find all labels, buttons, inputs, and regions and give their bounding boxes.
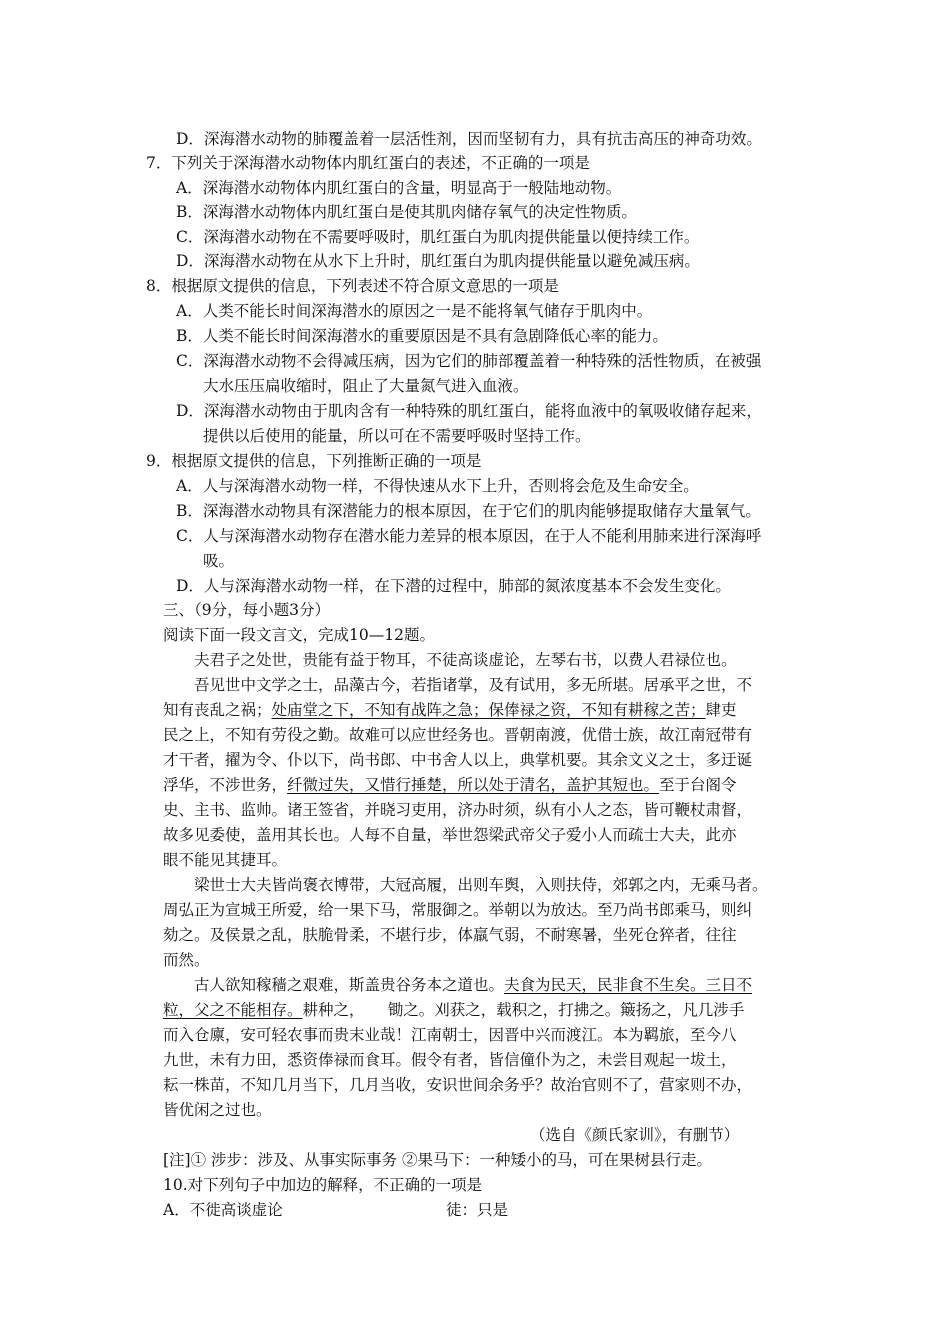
q8-option-d-line2: 提供以后使用的能量，所以可在不需要呼吸时坚持工作。 xyxy=(203,427,591,445)
passage-p2-line7: 故多见委使，盖用其长也。人每不自量，举世怨梁武帝父子爱小人而疏士大夫，此亦 xyxy=(163,826,737,844)
passage-p2-line5 xyxy=(163,773,737,797)
passage-p2-line2-text: 知有丧乱之祸； xyxy=(163,701,272,719)
q8-stem: 8．根据原文提供的信息，下列表述不符合原文意思的一项是 xyxy=(146,277,559,295)
passage-paragraph-1: 夫君子之处世，贵能有益于物耳，不徒高谈虚论，左琴右书，以费人君禄位也。 xyxy=(194,651,737,669)
passage-p4-line1 xyxy=(194,973,752,997)
underlined-sentence-3a: 夫食为民天，民非食不生矣。三日不 xyxy=(504,976,753,994)
passage-p4-line2-tail: 耕种之， 锄之。刈获之，载积之，打拂之。簸扬之，凡几涉手 xyxy=(302,1001,745,1019)
q10-option-a-gloss: 徒：只是 xyxy=(446,1201,509,1219)
section-instruction: 阅读下面一段文言文，完成10—12题。 xyxy=(163,626,435,644)
passage-p2-line6: 史、主书、监帅。诸王签省，并晓习吏用，济办时须，纵有小人之态，皆可鞭杖肃督， xyxy=(163,801,753,819)
passage-p2-line2 xyxy=(163,698,737,722)
underlined-sentence-2: 纤微过失，又惜行捶楚，所以处于清名，盖护其短也。 xyxy=(287,776,660,794)
q7-option-a: A．深海潜水动物体内肌红蛋白的含量，明显高于一般陆地动物。 xyxy=(176,179,622,197)
q8-option-d-line1: D．深海潜水动物由于肌肉含有一种特殊的肌红蛋白，能将血液中的氧吸收储存起来， xyxy=(176,402,762,420)
q9-option-c-line1: C．人与深海潜水动物存在潜水能力差异的根本原因，在于人不能利用肺来进行深海呼 xyxy=(176,527,762,545)
footnote: [注]① 涉步：涉及、从事实际事务 ②果马下：一种矮小的马，可在果树县行走。 xyxy=(163,1151,712,1169)
q9-option-a: A．人与深海潜水动物一样，不得快速从水下上升，否则将会危及生命安全。 xyxy=(176,477,699,495)
q6-option-d: D．深海潜水动物的肺覆盖着一层活性剂，因而坚韧有力，具有抗击高压的神奇功效。 xyxy=(176,130,762,148)
underlined-sentence-3b: 粒，父之不能相存。 xyxy=(163,1001,303,1019)
q9-stem: 9．根据原文提供的信息，下列推断正确的一项是 xyxy=(146,452,482,470)
passage-p2-line8: 眼不能见其捷耳。 xyxy=(163,851,288,869)
passage-p3-line4: 而然。 xyxy=(163,951,210,969)
q8-option-c-line1: C．深海潜水动物不会得减压病，因为它们的肺部覆盖着一种特殊的活性物质，在被强 xyxy=(176,352,762,370)
q9-option-c-line2: 吸。 xyxy=(203,552,235,570)
passage-p4-line3: 而入仓廪，安可轻农事而贵末业哉！江南朝士，因晋中兴而渡江。本为羁旅，至今八 xyxy=(163,1026,737,1044)
passage-p2-line5-tail: 至于台阁令 xyxy=(659,776,737,794)
passage-p3-line3: 劾之。及侯景之乱，肤脆骨柔，不堪行步，体羸气弱，不耐寒暑，坐死仓猝者，往往 xyxy=(163,926,737,944)
passage-source: （选自《颜氏家训》，有删节） xyxy=(530,1126,740,1144)
passage-p4-line4: 九世，未有力田，悉资俸禄而食耳。假令有者，皆信僮仆为之，未尝目观起一坺土， xyxy=(163,1051,737,1069)
passage-p4-line5: 耘一株苗，不知几月当下，几月当收，安识世间余务乎？故治官则不了，营家则不办， xyxy=(163,1076,753,1094)
q8-option-b: B．人类不能长时间深海潜水的重要原因是不具有急剧降低心率的能力。 xyxy=(176,327,668,345)
q10-option-a-sentence: A．不徙高谈虚论 xyxy=(163,1201,283,1219)
q7-option-c: C．深海潜水动物在不需要呼吸时，肌红蛋白为肌肉提供能量以便持续工作。 xyxy=(176,228,700,246)
passage-p4-line2 xyxy=(163,998,744,1022)
passage-p3-line2: 周弘正为宣城王所爱，给一果下马，常服御之。举朝以为放达。至乃尚书郎乘马，则纠 xyxy=(163,901,753,919)
passage-p4-line6: 皆优闲之过也。 xyxy=(163,1101,272,1119)
passage-p2-line3: 民之上，不知有劳役之勤。故难可以应世经务也。晋朝南渡，优借士族，故江南冠带有 xyxy=(163,726,753,744)
q8-option-a: A．人类不能长时间深海潜水的原因之一是不能将氧气储存于肌肉中。 xyxy=(176,302,653,320)
passage-p3-line1: 梁世士大夫皆尚褒衣博带，大冠高履，出则车舆，入则扶侍，郊郭之内，无乘马者。 xyxy=(194,876,768,894)
q9-option-b: B．深海潜水动物具有深潜能力的根本原因，在于它们的肌肉能够提取储存大量氧气。 xyxy=(176,502,761,520)
q7-option-d: D．深海潜水动物在从水下上升时，肌红蛋白为肌肉提供能量以避免减压病。 xyxy=(176,252,700,270)
passage-p2-line2-tail: 肆吏 xyxy=(705,701,737,719)
q9-option-d: D．人与深海潜水动物一样，在下潜的过程中，肺部的氮浓度基本不会发生变化。 xyxy=(176,577,731,595)
underlined-sentence-1: 处庙堂之下，不知有战阵之急；保俸禄之资，不知有耕稼之苦； xyxy=(271,701,706,719)
passage-p2-line5-text: 浮华，不涉世务， xyxy=(163,776,288,794)
q7-option-b: B．深海潜水动物体内肌红蛋白是使其肌肉储存氧气的决定性物质。 xyxy=(176,203,637,221)
passage-p2-line1: 吾见世中文学之士，品藻古今，若指诸掌，及有试用，多无所堪。居承平之世，不 xyxy=(194,676,753,694)
q10-stem: 10.对下列句子中加边的解释，不正确的一项是 xyxy=(163,1176,483,1194)
passage-p4-line1-text: 古人欲知稼穑之艰难，斯盖贵谷务本之道也。 xyxy=(194,976,505,994)
passage-p2-line4: 才干者，擢为令、仆以下，尚书郎、中书舍人以上，典掌机要。其余文义之士，多迂诞 xyxy=(163,751,753,769)
section-heading: 三、（9分，每小题3分） xyxy=(163,601,330,619)
q7-stem: 7．下列关于深海潜水动物体内肌红蛋白的表述，不正确的一项是 xyxy=(146,154,590,172)
q8-option-c-line2: 大水压压扁收缩时，阻止了大量氮气进入血液。 xyxy=(203,377,529,395)
